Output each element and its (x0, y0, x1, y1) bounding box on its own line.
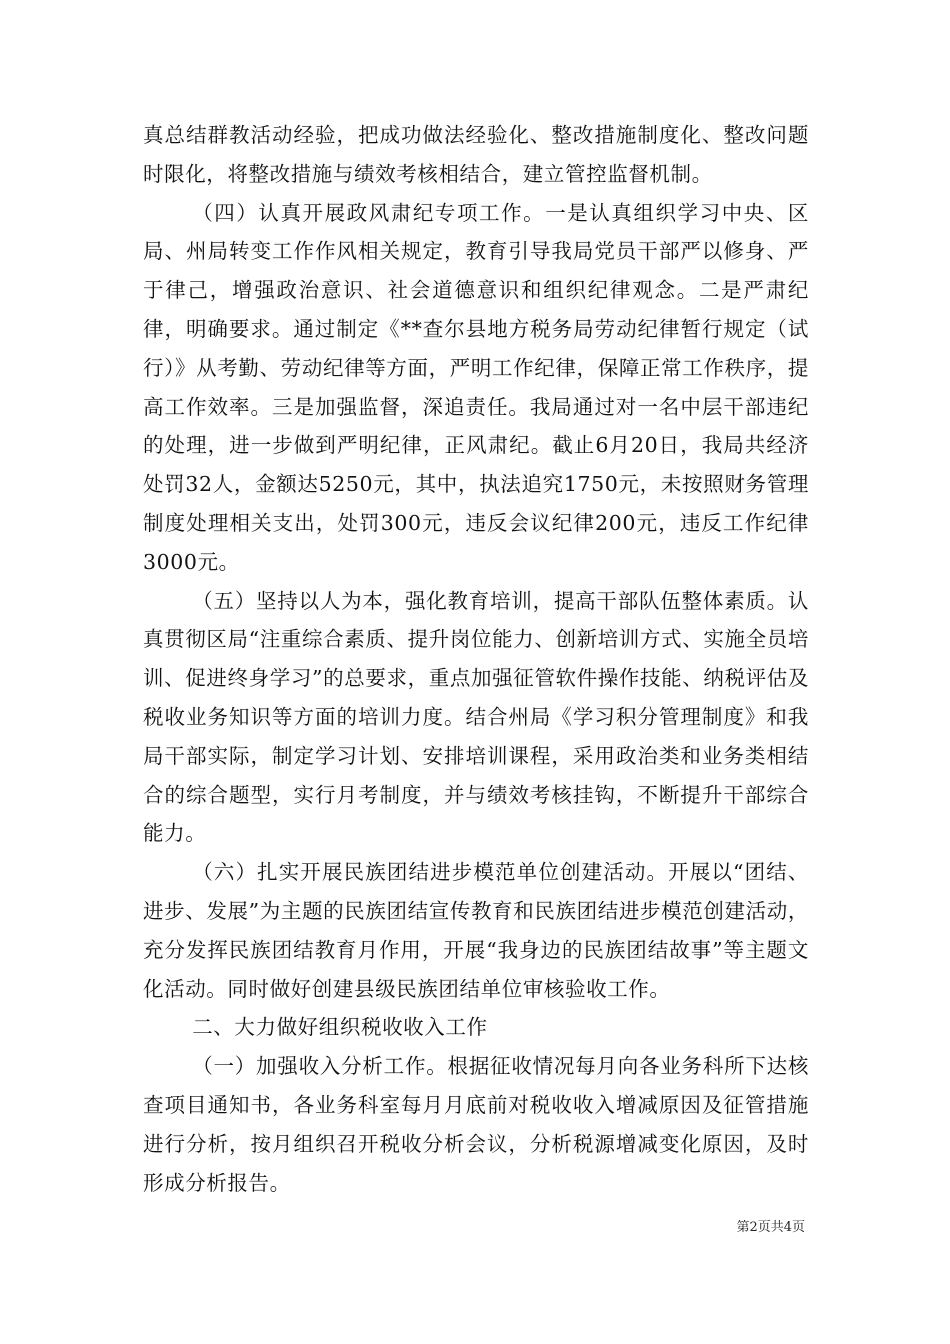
paragraph-section-six: （六）扎实开展民族团结进步模范单位创建活动。开展以“团结、进步、发展”为主题的民族团结宣传教育和民族团结进步模范创建活动，充分发挥民族团结教育月作用，开展“我身边的民族团结故事”等主题文化活动。同时做好创建县级民族团结单位审核验收工作。 (143, 860, 809, 1001)
document-body (143, 116, 809, 1202)
paragraph-continuation: 真总结群教活动经验，把成功做法经验化、整改措施制度化、整改问题时限化，将整改措施与绩效考核相结合，建立管控监督机制。 (143, 123, 809, 186)
page-number-footer: 第2页共4页 (736, 1220, 805, 1235)
paragraph-section-four: （四）认真开展政风肃纪专项工作。一是认真组织学习中央、区局、州局转变工作作风相关规定，教育引导我局党员干部严以修身、严于律己，增强政治意识、社会道德意识和组织纪律观念。二是严肃纪律，明确要求。通过制定《**查尔县地方税务局劳动纪律暂行规定（试行）》从考勤、劳动纪律等方面，严明工作纪律，保障正常工作秩序，提高工作效率。三是加强监督，深追责任。我局通过对一名中层干部违纪的处理，进一步做到严明纪律，正风肃纪。截止6月20日，我局共经济处罚32人，金额达5250元，其中，执法追究1750元，未按照财务管理制度处理相关支出，处罚300元，违反会议纪律200元，违反工作纪律3000元。 (143, 200, 809, 574)
paragraph-section-five: （五）坚持以人为本，强化教育培训，提高干部队伍整体素质。认真贯彻区局“注重综合素质、提升岗位能力、创新培训方式、实施全员培训、促进终身学习”的总要求，重点加强征管软件操作技能、纳税评估及税收业务知识等方面的培训力度。结合州局《学习积分管理制度》和我局干部实际，制定学习计划、安排培训课程，采用政治类和业务类相结合的综合题型，实行月考制度，并与绩效考核挂钩，不断提升干部综合能力。 (143, 588, 809, 846)
heading-section-two: 二、大力做好组织税收收入工作 (192, 1015, 488, 1040)
paragraph-revenue-analysis: （一）加强收入分析工作。根据征收情况每月向各业务科所下达核查项目通知书，各业务科室每月月底前对税收收入增减原因及征管措施进行分析，按月组织召开税收分析会议，分析税源增减变化原因，及时形成分析报告。 (143, 1054, 809, 1195)
